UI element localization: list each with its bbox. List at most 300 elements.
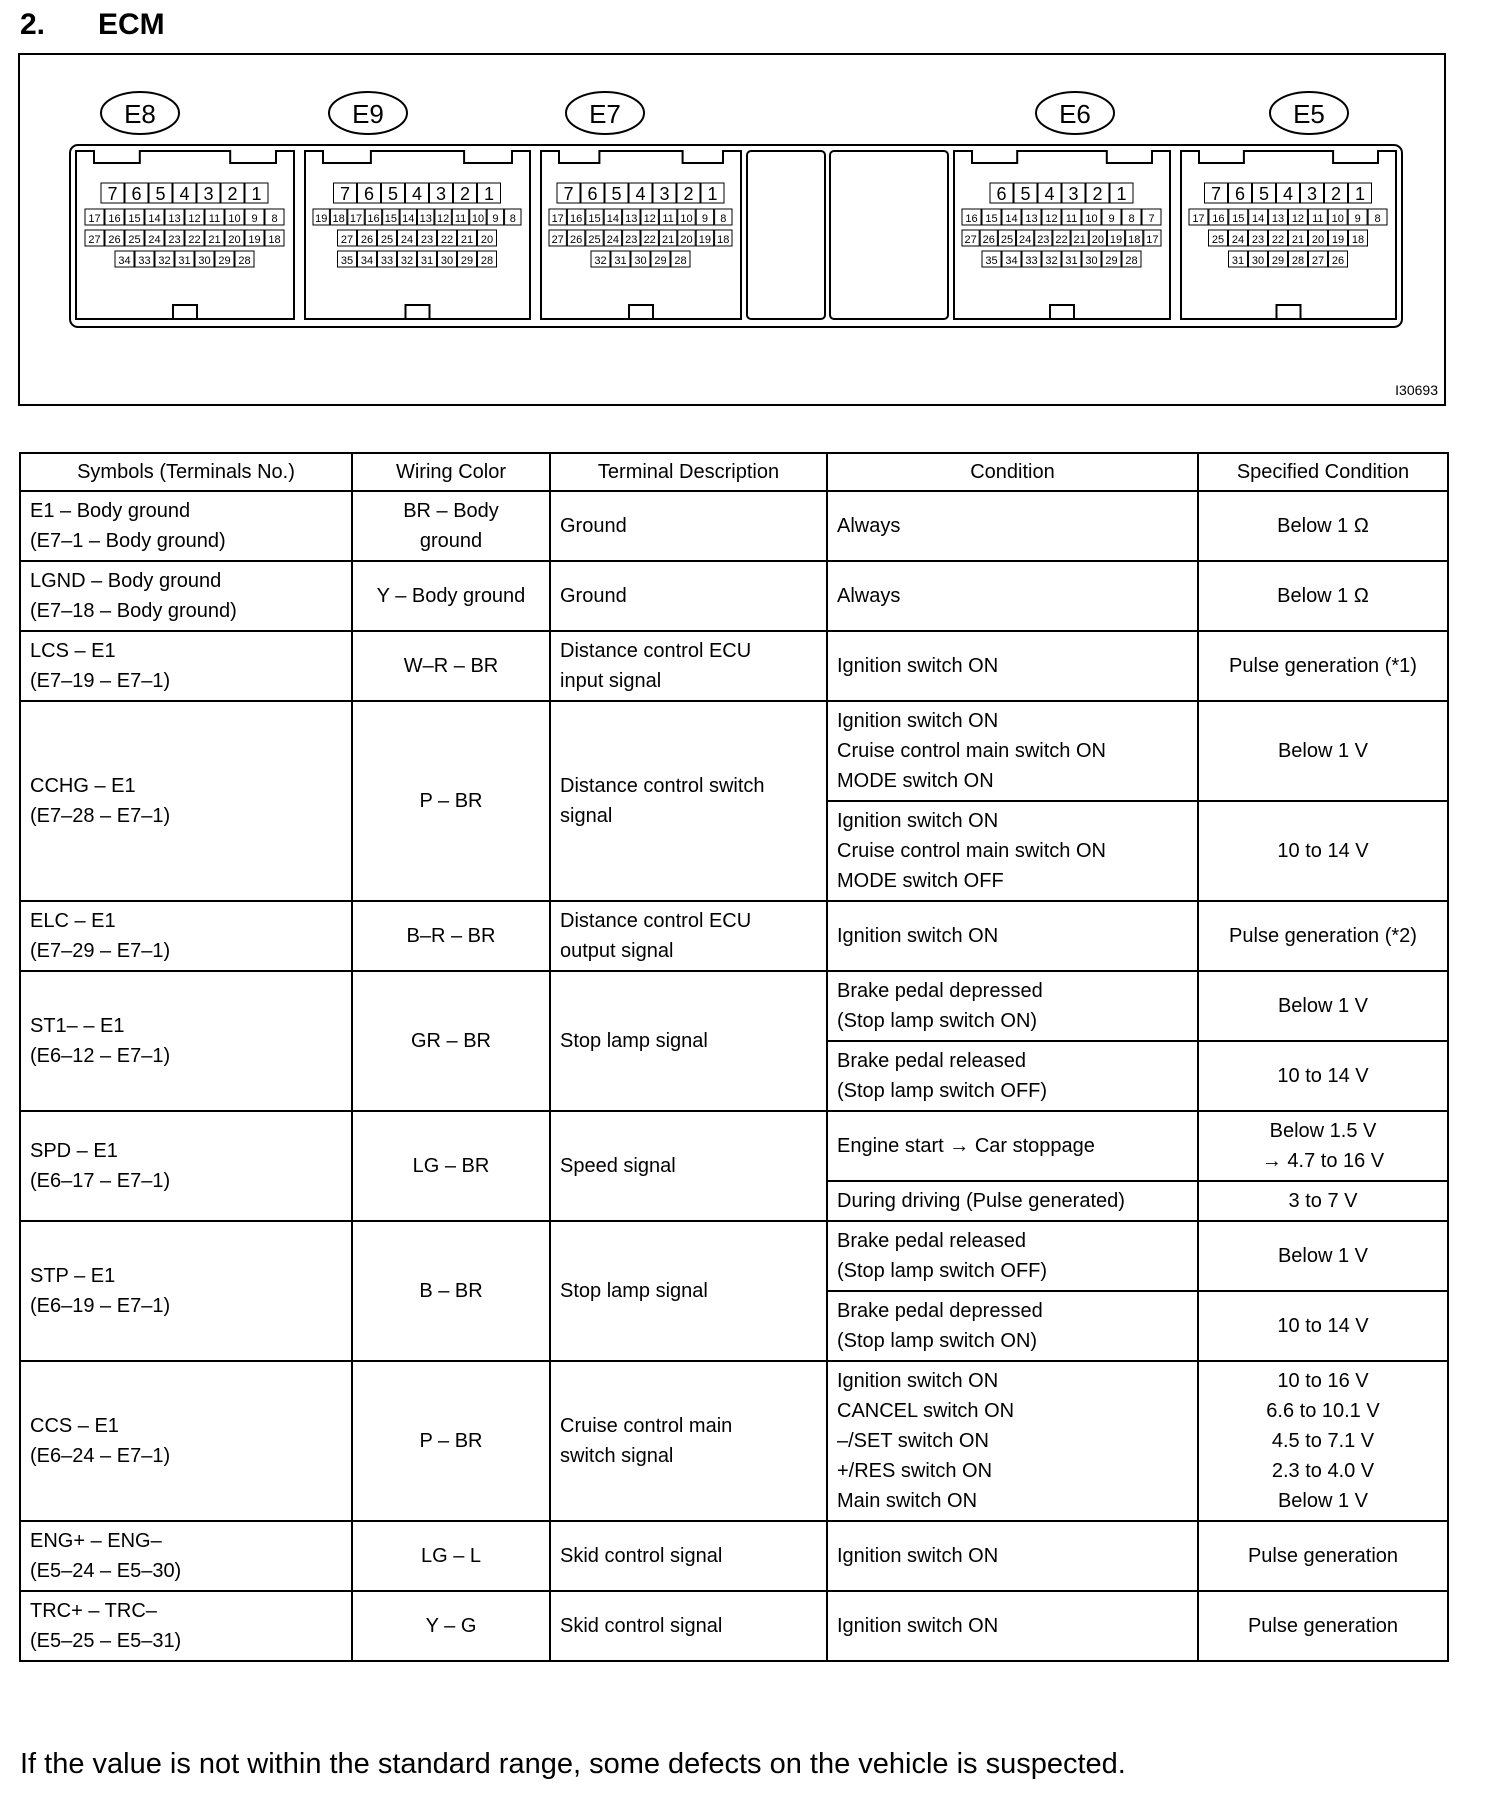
terminal-pin-number: 20 xyxy=(1311,234,1325,246)
terminal-pin-number: 16 xyxy=(569,213,583,225)
condition-cell-line: During driving (Pulse generated) xyxy=(837,1190,1125,1212)
terminal-pin-number: 10 xyxy=(1085,213,1098,225)
terminal-pin-number: 23 xyxy=(1037,234,1050,246)
symbol-cell-line: TRC+ – TRC– xyxy=(30,1600,157,1622)
terminal-pin-number: 34 xyxy=(360,255,374,267)
terminal-pin-number: 24 xyxy=(400,234,414,246)
specified-condition-cell-line: Pulse generation (*1) xyxy=(1229,655,1417,677)
connector-key-notch xyxy=(173,305,197,319)
condition-cell-line: (Stop lamp switch OFF) xyxy=(837,1260,1048,1282)
condition-cell xyxy=(827,801,1198,901)
terminal-pin-number: 22 xyxy=(440,234,454,246)
table-row xyxy=(20,1221,1448,1291)
wiring-color-cell-line: B – BR xyxy=(419,1280,483,1302)
terminal-pin-number: 23 xyxy=(1251,234,1265,246)
terminal-pin-number: 7 xyxy=(563,184,574,204)
terminal-pin-number: 17 xyxy=(1146,234,1159,246)
terminal-pin-number: 25 xyxy=(128,234,141,246)
symbol-cell-line: (E6–17 – E7–1) xyxy=(30,1170,171,1192)
description-cell xyxy=(550,1361,827,1521)
terminal-pin-number: 25 xyxy=(380,234,394,246)
specified-condition-cell xyxy=(1198,631,1448,701)
terminal-pin-number: 17 xyxy=(88,213,101,225)
terminal-pin-number: 7 xyxy=(1148,213,1155,225)
table-row xyxy=(20,1361,1448,1521)
specified-condition-cell-line: Below 1 V xyxy=(1277,995,1369,1017)
specified-condition-cell xyxy=(1198,1591,1448,1661)
description-cell xyxy=(550,1521,827,1591)
condition-cell-line: Engine start → Car stoppage xyxy=(837,1135,1095,1157)
header-condition: Condition xyxy=(827,453,1198,491)
terminal-pin-number: 20 xyxy=(228,234,241,246)
terminal-pin-number: 34 xyxy=(118,255,131,267)
condition-cell xyxy=(827,1181,1198,1221)
wiring-color-cell-line: P – BR xyxy=(419,1430,483,1452)
connector-key-notch xyxy=(1277,305,1301,319)
terminal-pin-number: 19 xyxy=(1109,234,1123,246)
condition-cell-line: (Stop lamp switch ON) xyxy=(837,1010,1038,1032)
specified-condition-cell xyxy=(1198,1521,1448,1591)
wiring-color-cell-line: LG – L xyxy=(420,1545,482,1567)
specified-condition-cell-line: 4.5 to 7.1 V xyxy=(1271,1430,1375,1452)
terminal-pin-number: 11 xyxy=(1312,213,1324,225)
terminal-pin-number: 27 xyxy=(1311,255,1325,267)
terminal-pin-number: 15 xyxy=(1232,213,1245,225)
terminal-pin-number: 28 xyxy=(1125,255,1138,267)
description-cell xyxy=(550,1591,827,1661)
wiring-color-cell xyxy=(352,631,550,701)
terminal-pin-number: 7 xyxy=(1210,184,1222,204)
terminal-pin-number: 13 xyxy=(625,213,638,225)
specified-condition-cell-line: Below 1 Ω xyxy=(1277,515,1369,537)
condition-cell-line: Brake pedal depressed xyxy=(837,1300,1043,1322)
condition-cell-line: –/SET switch ON xyxy=(837,1430,989,1452)
terminal-pin-number: 30 xyxy=(440,255,454,267)
terminal-pin-number: 18 xyxy=(1128,234,1141,246)
terminal-pin-number: 13 xyxy=(1025,213,1038,225)
terminal-pin-number: 4 xyxy=(635,184,646,204)
terminal-pin-number: 32 xyxy=(1045,255,1058,267)
terminal-pin-number: 4 xyxy=(1282,184,1294,204)
terminal-pin-number: 14 xyxy=(148,213,161,225)
terminal-pin-number: 21 xyxy=(1291,234,1305,246)
symbol-cell-line: LCS – E1 xyxy=(30,640,116,662)
terminal-pin-number: 6 xyxy=(131,184,142,204)
terminal-pin-number: 17 xyxy=(1192,213,1205,225)
terminal-pin-number: 15 xyxy=(588,213,601,225)
terminal-pin-number: 3 xyxy=(1306,184,1318,204)
specified-condition-cell-line: Pulse generation (*2) xyxy=(1229,925,1417,947)
specified-condition-cell-line: Below 1 Ω xyxy=(1277,585,1369,607)
table-row xyxy=(20,631,1448,701)
terminal-pin-number: 30 xyxy=(1251,255,1265,267)
description-cell-line: Skid control signal xyxy=(560,1545,723,1567)
connector-drawing xyxy=(20,55,1444,404)
terminal-pin-number: 11 xyxy=(208,213,221,225)
connector-label: E5 xyxy=(1293,99,1325,129)
terminal-pin-number: 26 xyxy=(1331,255,1345,267)
terminal-pin-number: 16 xyxy=(108,213,121,225)
description-cell-line: signal xyxy=(560,805,613,827)
specified-condition-cell xyxy=(1198,1111,1448,1181)
wiring-color-cell-line: ground xyxy=(419,530,483,552)
table-row xyxy=(20,701,1448,801)
description-cell-line: Cruise control main xyxy=(560,1415,733,1437)
condition-cell xyxy=(827,631,1198,701)
condition-cell-line: (Stop lamp switch OFF) xyxy=(837,1080,1048,1102)
terminal-pin-number: 21 xyxy=(208,234,221,246)
terminal-pin-number: 9 xyxy=(1354,213,1361,225)
terminal-pin-number: 29 xyxy=(654,255,667,267)
condition-cell-line: Always xyxy=(837,515,901,537)
terminal-pin-number: 22 xyxy=(1055,234,1068,246)
terminal-pin-number: 7 xyxy=(339,184,351,204)
description-cell-line: input signal xyxy=(560,670,662,692)
terminal-pin-number: 3 xyxy=(435,184,447,204)
connector-key-notch xyxy=(406,305,430,319)
symbol-cell-line: (E5–25 – E5–31) xyxy=(30,1630,182,1652)
wiring-color-cell-line: BR – Body xyxy=(403,500,499,522)
terminal-pin-number: 22 xyxy=(188,234,201,246)
symbol-cell xyxy=(20,1111,352,1221)
terminal-pin-number: 34 xyxy=(1005,255,1018,267)
terminal-pin-number: 20 xyxy=(480,234,494,246)
table-row xyxy=(20,1521,1448,1591)
specified-condition-cell-line: Below 1 V xyxy=(1277,1245,1369,1267)
symbol-cell-line: (E7–1 – Body ground) xyxy=(30,530,226,552)
terminal-pin-number: 5 xyxy=(1258,184,1270,204)
wiring-color-cell xyxy=(352,1361,550,1521)
symbol-cell-line: (E7–28 – E7–1) xyxy=(30,805,171,827)
terminal-pin-number: 9 xyxy=(251,213,258,225)
terminal-pin-number: 11 xyxy=(1065,213,1078,225)
wiring-color-cell-line: GR – BR xyxy=(410,1030,492,1052)
terminal-pin-number: 2 xyxy=(1330,184,1342,204)
terminal-pin-number: 10 xyxy=(680,213,693,225)
description-cell xyxy=(550,631,827,701)
terminal-pin-number: 18 xyxy=(332,213,345,225)
terminal-pin-number: 19 xyxy=(1331,234,1345,246)
symbol-cell-line: CCS – E1 xyxy=(30,1415,119,1437)
header-specified-condition: Specified Condition xyxy=(1198,453,1448,491)
diagram-reference-code: I30693 xyxy=(1395,382,1438,398)
terminal-pin-number: 32 xyxy=(594,255,607,267)
specified-condition-cell-line: 3 to 7 V xyxy=(1288,1190,1358,1212)
terminal-pin-number: 8 xyxy=(1374,213,1381,225)
terminal-pin-number: 16 xyxy=(965,213,978,225)
terminal-pin-number: 8 xyxy=(509,213,516,225)
terminal-pin-number: 33 xyxy=(380,255,394,267)
specified-condition-cell-line: 6.6 to 10.1 V xyxy=(1266,1400,1380,1422)
condition-cell-line: Ignition switch ON xyxy=(837,1545,999,1567)
condition-cell xyxy=(827,1361,1198,1521)
header-wiring-color: Wiring Color xyxy=(352,453,550,491)
table-row xyxy=(20,1111,1448,1181)
description-cell-line: Ground xyxy=(560,515,627,537)
section-number: 2. xyxy=(20,8,46,41)
description-cell-line: Distance control switch xyxy=(560,775,765,797)
condition-cell-line: Ignition switch ON xyxy=(837,925,999,947)
symbol-cell-line: SPD – E1 xyxy=(30,1140,118,1162)
terminal-pin-number: 16 xyxy=(1212,213,1225,225)
terminal-pin-number: 10 xyxy=(1331,213,1344,225)
description-cell-line: Skid control signal xyxy=(560,1615,723,1637)
terminal-pin-number: 14 xyxy=(402,213,415,225)
symbol-cell-line: CCHG – E1 xyxy=(30,775,136,797)
description-cell xyxy=(550,971,827,1111)
symbol-cell-line: (E6–24 – E7–1) xyxy=(30,1445,171,1467)
header-symbols: Symbols (Terminals No.) xyxy=(20,453,352,491)
description-cell xyxy=(550,1221,827,1361)
symbol-cell xyxy=(20,701,352,901)
terminal-pin-number: 4 xyxy=(1044,184,1055,204)
terminal-pin-number: 6 xyxy=(1234,184,1246,204)
terminal-pin-number: 2 xyxy=(1092,184,1103,204)
specified-condition-cell xyxy=(1198,1291,1448,1361)
terminal-pin-number: 27 xyxy=(88,234,101,246)
wiring-color-cell xyxy=(352,1111,550,1221)
terminal-pin-number: 18 xyxy=(717,234,730,246)
condition-cell-line: Ignition switch ON xyxy=(837,810,999,832)
symbol-cell xyxy=(20,1521,352,1591)
terminal-pin-number: 10 xyxy=(471,213,485,225)
description-cell xyxy=(550,901,827,971)
terminal-pin-number: 35 xyxy=(985,255,998,267)
connector-label: E6 xyxy=(1059,99,1091,129)
specified-condition-cell-line: 10 to 14 V xyxy=(1277,1315,1369,1337)
condition-cell-line: Brake pedal depressed xyxy=(837,980,1043,1002)
description-cell-line: Speed signal xyxy=(560,1155,676,1177)
description-cell-line: Stop lamp signal xyxy=(560,1280,708,1302)
terminal-pin-number: 30 xyxy=(198,255,211,267)
wiring-color-cell xyxy=(352,1591,550,1661)
terminal-pin-number: 8 xyxy=(1128,213,1135,225)
terminal-pin-number: 24 xyxy=(1019,234,1032,246)
wiring-color-cell-line: Y – Body ground xyxy=(376,585,526,607)
terminal-pin-number: 15 xyxy=(128,213,141,225)
specified-condition-cell-line: Below 1 V xyxy=(1277,740,1369,762)
terminal-pin-number: 1 xyxy=(1116,184,1127,204)
symbol-cell xyxy=(20,1361,352,1521)
symbol-cell-line: (E7–18 – Body ground) xyxy=(30,600,237,622)
terminal-pin-number: 24 xyxy=(148,234,161,246)
terminal-pin-number: 14 xyxy=(606,213,620,225)
terminal-pin-number: 3 xyxy=(659,184,670,204)
terminal-pin-number: 19 xyxy=(698,234,712,246)
specified-condition-cell xyxy=(1198,491,1448,561)
condition-cell xyxy=(827,701,1198,801)
symbol-cell-line: (E7–29 – E7–1) xyxy=(30,940,171,962)
specified-condition-cell xyxy=(1198,901,1448,971)
terminal-pin-number: 5 xyxy=(1020,184,1031,204)
wiring-color-cell xyxy=(352,971,550,1111)
terminal-pin-number: 5 xyxy=(387,184,399,204)
terminal-pin-number: 5 xyxy=(611,184,622,204)
symbol-cell xyxy=(20,1221,352,1361)
terminal-pin-number: 31 xyxy=(1065,255,1078,267)
description-cell-line: Distance control ECU xyxy=(560,910,752,932)
terminal-pin-number: 13 xyxy=(1271,213,1285,225)
terminal-pin-number: 26 xyxy=(108,234,121,246)
terminal-pin-number: 23 xyxy=(420,234,434,246)
description-cell-line: output signal xyxy=(560,940,674,962)
terminal-pin-number: 21 xyxy=(661,234,675,246)
symbol-cell xyxy=(20,901,352,971)
description-cell xyxy=(550,491,827,561)
terminal-pin-number: 31 xyxy=(614,255,627,267)
condition-cell xyxy=(827,1221,1198,1291)
description-cell-line: Stop lamp signal xyxy=(560,1030,708,1052)
symbol-cell-line: ST1– – E1 xyxy=(30,1015,125,1037)
condition-cell-line: Ignition switch ON xyxy=(837,710,999,732)
connector-label: E9 xyxy=(352,99,384,129)
condition-cell-line: Cruise control main switch ON xyxy=(837,840,1106,862)
terminal-pin-number: 23 xyxy=(168,234,181,246)
wiring-color-cell xyxy=(352,901,550,971)
specified-condition-cell-line: 2.3 to 4.0 V xyxy=(1271,1460,1375,1482)
specified-condition-cell-line: Below 1 V xyxy=(1277,1490,1369,1512)
description-cell-line: Distance control ECU xyxy=(560,640,752,662)
condition-cell-line: Cruise control main switch ON xyxy=(837,740,1106,762)
terminal-pin-number: 27 xyxy=(964,234,977,246)
terminal-pin-number: 25 xyxy=(1000,234,1014,246)
condition-cell-line: Ignition switch ON xyxy=(837,1370,999,1392)
terminal-pin-number: 12 xyxy=(1045,213,1058,225)
terminal-pin-number: 24 xyxy=(1231,234,1245,246)
terminal-pin-number: 26 xyxy=(360,234,374,246)
terminal-pin-number: 25 xyxy=(1211,234,1225,246)
wiring-color-cell xyxy=(352,491,550,561)
terminal-pin-number: 24 xyxy=(606,234,620,246)
terminal-pin-number: 9 xyxy=(492,213,499,225)
terminal-pin-number: 13 xyxy=(168,213,181,225)
table-row xyxy=(20,1591,1448,1661)
terminal-pin-number: 12 xyxy=(437,213,450,225)
terminal-pin-number: 30 xyxy=(634,255,647,267)
terminal-pin-number: 6 xyxy=(587,184,598,204)
terminal-pin-number: 18 xyxy=(1351,234,1365,246)
terminal-pin-number: 4 xyxy=(411,184,423,204)
specified-condition-cell xyxy=(1198,1221,1448,1291)
terminal-pin-number: 12 xyxy=(188,213,201,225)
specified-condition-cell-line: Below 1.5 V xyxy=(1269,1120,1377,1142)
terminal-pin-number: 11 xyxy=(662,213,674,225)
terminal-pin-number: 4 xyxy=(179,184,190,204)
connector-label: E8 xyxy=(124,99,156,129)
condition-cell xyxy=(827,1521,1198,1591)
symbol-cell-line: (E5–24 – E5–30) xyxy=(30,1560,182,1582)
condition-cell xyxy=(827,1041,1198,1111)
footer-note: If the value is not within the standard range, some defects on the vehicle is suspected. xyxy=(20,1748,1126,1780)
terminal-pin-number: 14 xyxy=(1252,213,1265,225)
terminal-pin-number: 2 xyxy=(227,184,238,204)
specified-condition-cell xyxy=(1198,561,1448,631)
terminal-pin-number: 26 xyxy=(569,234,583,246)
symbol-cell xyxy=(20,561,352,631)
terminal-pin-number: 23 xyxy=(625,234,638,246)
wiring-color-cell-line: W–R – BR xyxy=(403,655,499,677)
condition-cell-line: +/RES switch ON xyxy=(837,1460,993,1482)
terminal-pin-number: 10 xyxy=(228,213,241,225)
specified-condition-cell-line: Pulse generation xyxy=(1247,1545,1399,1567)
terminal-pin-number: 8 xyxy=(271,213,278,225)
table-header-row xyxy=(20,453,1448,491)
condition-cell-line: MODE switch OFF xyxy=(837,870,1004,892)
terminal-inspection-table xyxy=(19,452,1449,1662)
terminal-pin-number: 28 xyxy=(674,255,687,267)
specified-condition-cell xyxy=(1198,801,1448,901)
table-row xyxy=(20,561,1448,631)
symbol-cell-line: ENG+ – ENG– xyxy=(30,1530,162,1552)
terminal-pin-number: 2 xyxy=(459,184,471,204)
terminal-pin-number: 11 xyxy=(454,213,467,225)
terminal-pin-number: 28 xyxy=(480,255,494,267)
description-cell xyxy=(550,1111,827,1221)
condition-cell xyxy=(827,1291,1198,1361)
description-cell-line: Ground xyxy=(560,585,627,607)
symbol-cell-line: LGND – Body ground xyxy=(30,570,222,592)
terminal-pin-number: 14 xyxy=(1005,213,1018,225)
terminal-pin-number: 17 xyxy=(349,213,363,225)
header-terminal-description: Terminal Description xyxy=(550,453,827,491)
wiring-color-cell xyxy=(352,1221,550,1361)
terminal-pin-number: 31 xyxy=(420,255,434,267)
terminal-pin-number: 20 xyxy=(680,234,693,246)
symbol-cell xyxy=(20,491,352,561)
condition-cell-line: (Stop lamp switch ON) xyxy=(837,1330,1038,1352)
specified-condition-cell xyxy=(1198,1361,1448,1521)
terminal-pin-number: 30 xyxy=(1085,255,1098,267)
specified-condition-cell xyxy=(1198,971,1448,1041)
condition-cell xyxy=(827,561,1198,631)
symbol-cell-line: (E6–12 – E7–1) xyxy=(30,1045,171,1067)
terminal-pin-number: 27 xyxy=(340,234,354,246)
terminal-pin-number: 29 xyxy=(218,255,231,267)
condition-cell-line: CANCEL switch ON xyxy=(837,1400,1015,1422)
terminal-pin-number: 3 xyxy=(1068,184,1079,204)
terminal-pin-number: 16 xyxy=(367,213,380,225)
terminal-pin-number: 28 xyxy=(238,255,251,267)
wiring-color-cell xyxy=(352,561,550,631)
terminal-pin-number: 15 xyxy=(985,213,998,225)
condition-cell-line: Brake pedal released xyxy=(837,1230,1027,1252)
symbol-cell-line: STP – E1 xyxy=(30,1265,116,1287)
terminal-pin-number: 27 xyxy=(551,234,564,246)
connector-label: E7 xyxy=(589,99,621,129)
wiring-color-cell-line: Y – G xyxy=(425,1615,477,1637)
terminal-pin-number: 5 xyxy=(155,184,166,204)
section-title: ECM xyxy=(98,8,165,41)
terminal-pin-number: 12 xyxy=(643,213,656,225)
terminal-pin-number: 32 xyxy=(158,255,171,267)
wiring-color-cell-line: B–R – BR xyxy=(406,925,496,947)
description-cell xyxy=(550,701,827,901)
terminal-pin-number: 19 xyxy=(315,213,328,225)
terminal-pin-number: 7 xyxy=(107,184,118,204)
specified-condition-cell-line: 10 to 14 V xyxy=(1277,1065,1369,1087)
terminal-pin-number: 22 xyxy=(643,234,656,246)
condition-cell xyxy=(827,971,1198,1041)
condition-cell xyxy=(827,1591,1198,1661)
terminal-pin-number: 12 xyxy=(1291,213,1305,225)
terminal-pin-number: 33 xyxy=(138,255,151,267)
terminal-pin-number: 6 xyxy=(996,184,1007,204)
terminal-pin-number: 1 xyxy=(707,184,718,204)
terminal-pin-number: 3 xyxy=(203,184,214,204)
terminal-pin-number: 1 xyxy=(251,184,262,204)
terminal-pin-number: 29 xyxy=(460,255,474,267)
terminal-pin-number: 25 xyxy=(588,234,601,246)
